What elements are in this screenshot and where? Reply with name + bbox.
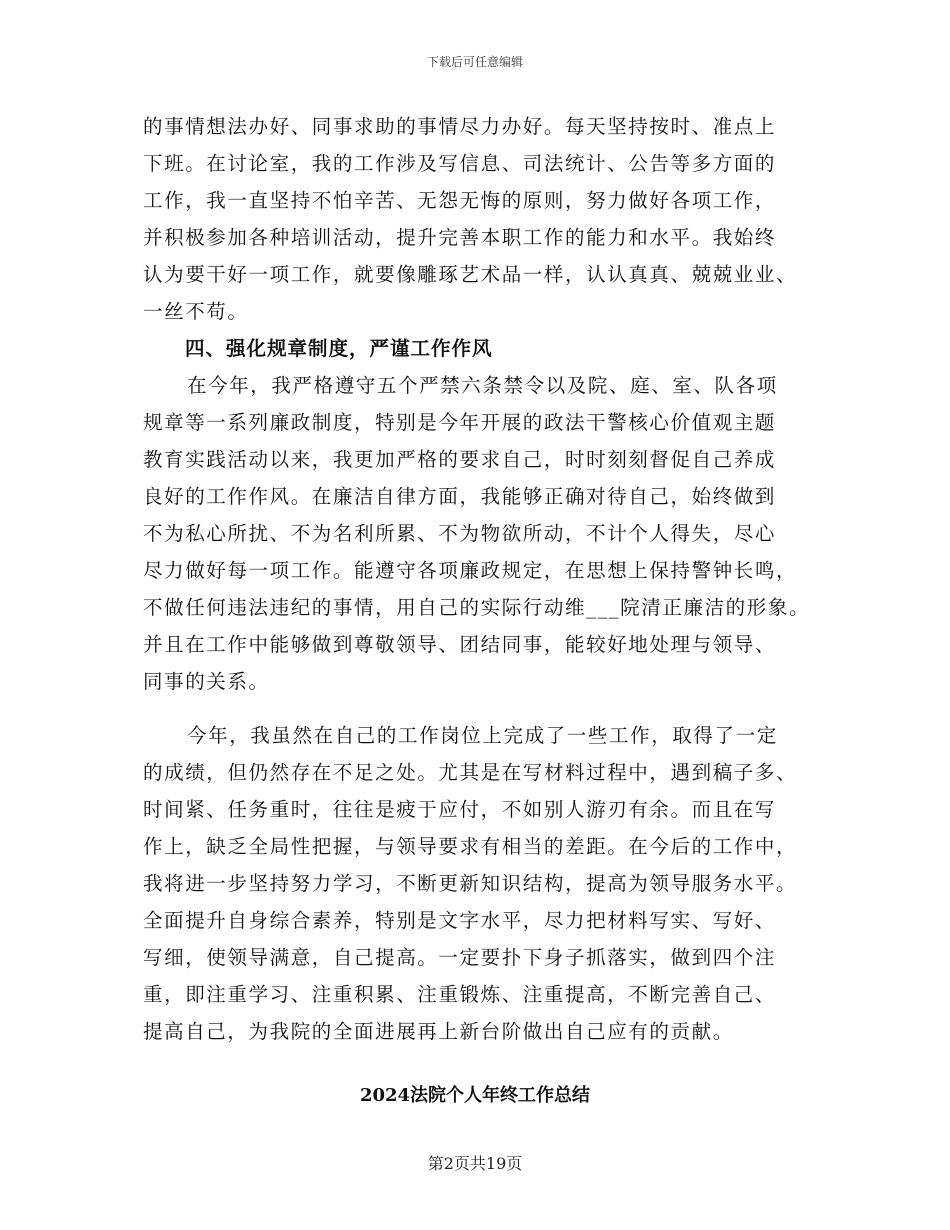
paragraph-line: 时间紧、任务重时，往往是疲于应付，不如别人游刃有余。而且在写 bbox=[143, 798, 777, 821]
document-body bbox=[143, 108, 823, 1050]
paragraph-line: 良好的工作作风。在廉洁自律方面，我能够正确对待自己，始终做到 bbox=[143, 485, 777, 508]
page-header: 下载后可任意编辑 bbox=[426, 55, 523, 69]
document-title: 2024法院个人年终工作总结 bbox=[359, 1085, 591, 1106]
paragraph-line: 并且在工作中能够做到尊敬领导、团结同事，能较好地处理与领导、 bbox=[143, 633, 777, 656]
paragraph-line: 我将进一步坚持努力学习，不断更新知识结构，提高为领导服务水平。 bbox=[143, 872, 798, 895]
paragraph-line: 的事情想法办好、同事求助的事情尽力办好。每天坚持按时、准点上 bbox=[143, 115, 777, 138]
paragraph-line: 今年，我虽然在自己的工作岗位上完成了一些工作，取得了一定 bbox=[187, 724, 778, 747]
paragraph-line: 一丝不苟。 bbox=[143, 300, 249, 323]
section-heading: 四、强化规章制度，严谨工作作风 bbox=[185, 337, 493, 360]
paragraph-line: 作上，缺乏全局性把握，与领导要求有相当的差距。在今后的工作中， bbox=[143, 835, 798, 858]
paragraph-line: 同事的关系。 bbox=[143, 670, 270, 693]
paragraph-line: 提高自己，为我院的全面进展再上新台阶做出自己应有的贡献。 bbox=[143, 1020, 734, 1043]
paragraph-line: 认为要干好一项工作，就要像雕琢艺术品一样，认认真真、兢兢业业、 bbox=[143, 263, 798, 286]
paragraph-line: 在今年，我严格遵守五个严禁六条禁令以及院、庭、室、队各项 bbox=[187, 374, 778, 397]
paragraph-line: 规章等一系列廉政制度，特别是今年开展的政法干警核心价值观主题 bbox=[143, 411, 777, 434]
paragraph-line: 教育实践活动以来，我更加严格的要求自己，时时刻刻督促自己养成 bbox=[143, 448, 777, 471]
paragraph-line: 重，即注重学习、注重积累、注重锻炼、注重提高，不断完善自己、 bbox=[143, 983, 777, 1006]
paragraph-line: 不做任何违法违纪的事情，用自己的实际行动维___院清正廉洁的形象。 bbox=[143, 596, 811, 619]
paragraph-line: 并积极参加各种培训活动，提升完善本职工作的能力和水平。我始终 bbox=[143, 226, 777, 249]
page-number: 第2页共19页 bbox=[427, 1154, 523, 1173]
paragraph-line: 全面提升自身综合素养，特别是文字水平，尽力把材料写实、写好、 bbox=[143, 909, 777, 932]
paragraph-gap bbox=[143, 700, 823, 717]
paragraph-line: 工作，我一直坚持不怕辛苦、无怨无悔的原则，努力做好各项工作， bbox=[143, 189, 777, 212]
paragraph-line: 下班。在讨论室，我的工作涉及写信息、司法统计、公告等多方面的 bbox=[143, 152, 777, 175]
paragraph-line: 不为私心所扰、不为名利所累、不为物欲所动，不计个人得失，尽心 bbox=[143, 522, 777, 545]
paragraph-line: 的成绩，但仍然存在不足之处。尤其是在写材料过程中，遇到稿子多、 bbox=[143, 761, 798, 784]
paragraph-line: 尽力做好每一项工作。能遵守各项廉政规定，在思想上保持警钟长鸣， bbox=[143, 559, 798, 582]
paragraph-line: 写细，使领导满意，自己提高。一定要扑下身子抓落实，做到四个注 bbox=[143, 946, 777, 969]
